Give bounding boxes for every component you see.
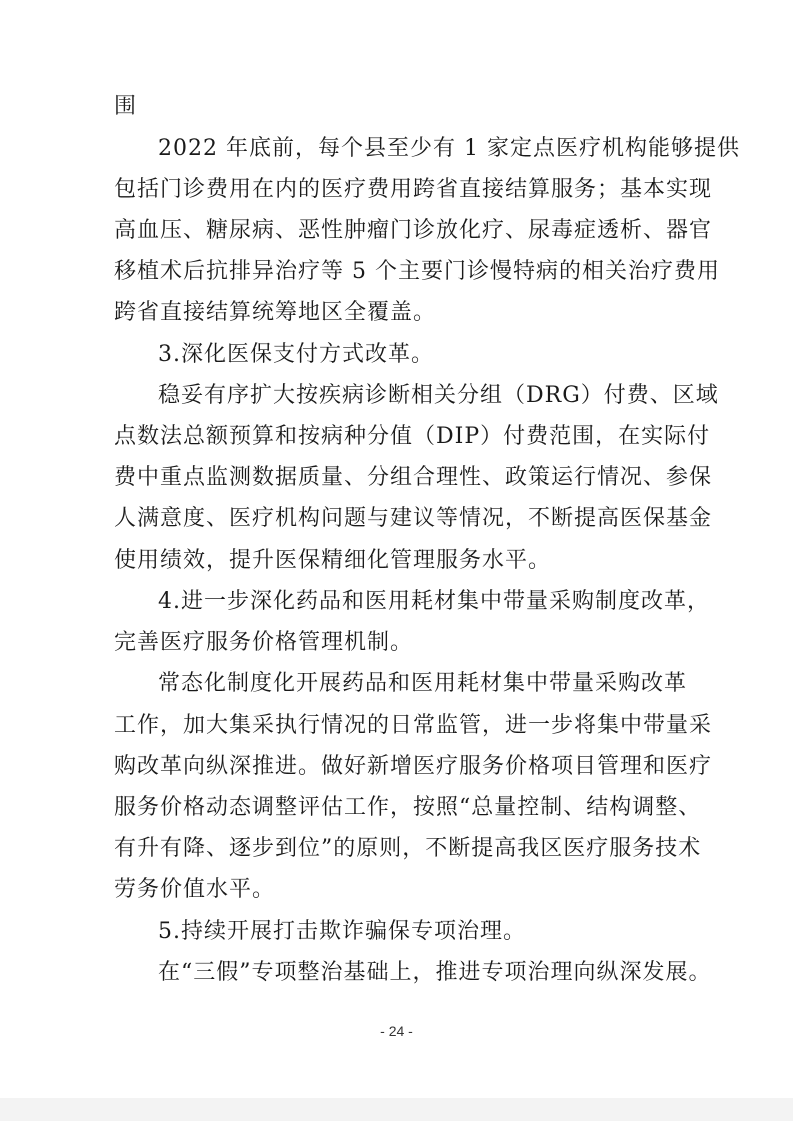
text-line: 服务价格动态调整评估工作，按照“总量控制、结构调整、 <box>114 795 702 820</box>
text-line: 高血压、糖尿病、恶性肿瘤门诊放化疗、尿毒症透析、器官 <box>114 218 713 243</box>
text-line: 费中重点监测数据质量、分组合理性、政策运行情况、参保 <box>114 465 713 490</box>
text-line: 跨省直接结算统筹地区全覆盖。 <box>114 300 437 325</box>
text-line: 有升有降、逐步到位”的原则，不断提高我区医疗服务技术 <box>114 836 702 861</box>
scan-edge-strip <box>0 1098 793 1121</box>
text-line: 工作，加大集采执行情况的日常监管，进一步将集中带量采 <box>114 713 713 738</box>
text-line: 移植术后抗排异治疗等 5 个主要门诊慢特病的相关治疗费用 <box>114 259 720 284</box>
text-line: 2022 年底前，每个县至少有 1 家定点医疗机构能够提供 <box>158 136 740 161</box>
section-heading-continued: 完善医疗服务价格管理机制。 <box>114 630 414 655</box>
text-line: 包括门诊费用在内的医疗费用跨省直接结算服务；基本实现 <box>114 177 713 202</box>
text-line: 在“三假”专项整治基础上，推进专项治理向纵深发展。 <box>158 960 712 985</box>
page-number: - 24 - <box>380 1023 413 1039</box>
text-line: 围 <box>114 94 138 119</box>
section-heading: 3.深化医保支付方式改革。 <box>158 342 434 367</box>
text-line: 使用绩效，提升医保精细化管理服务水平。 <box>114 548 552 573</box>
text-line: 购改革向纵深推进。做好新增医疗服务价格项目管理和医疗 <box>114 754 713 779</box>
text-line: 稳妥有序扩大按疾病诊断相关分组（DRG）付费、区域 <box>158 383 719 408</box>
text-line: 点数法总额预算和按病种分值（DIP）付费范围，在实际付 <box>114 424 711 449</box>
text-line: 人满意度、医疗机构问题与建议等情况，不断提高医保基金 <box>114 506 713 531</box>
section-heading: 5.持续开展打击欺诈骗保专项治理。 <box>158 919 526 944</box>
text-line: 劳务价值水平。 <box>114 877 276 902</box>
text-line: 常态化制度化开展药品和医用耗材集中带量采购改革 <box>158 671 688 696</box>
section-heading: 4.进一步深化药品和医用耗材集中带量采购制度改革， <box>158 589 710 614</box>
